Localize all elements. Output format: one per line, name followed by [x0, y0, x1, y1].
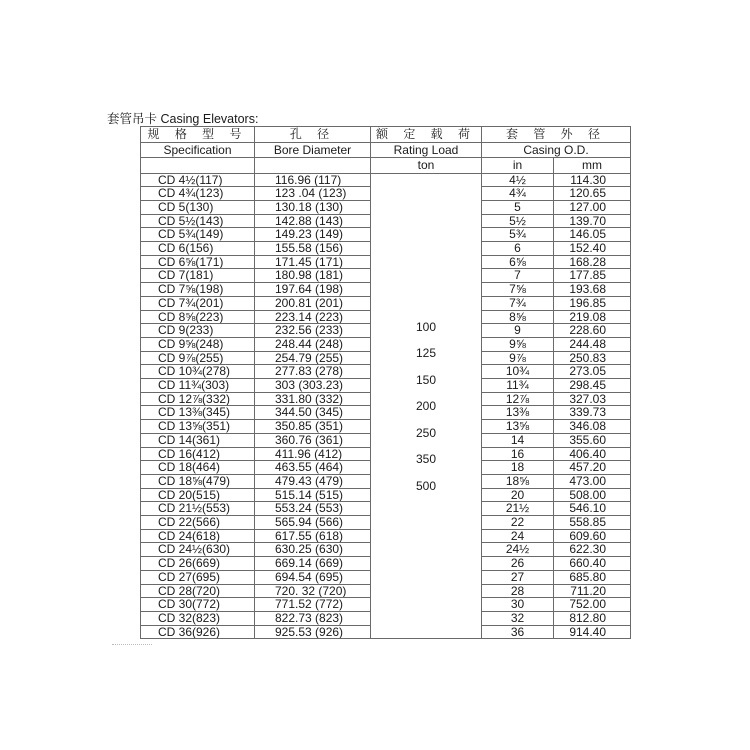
od-mm-cell: 346.08 [554, 420, 631, 434]
bore-cell: 617.55 (618) [255, 529, 371, 543]
rating-load-value: 250 [415, 425, 437, 440]
spec-header-cn: 规 格 型 号 [141, 127, 255, 143]
casing-elevators-table [140, 126, 631, 639]
od-mm-cell: 752.00 [554, 598, 631, 612]
bore-cell: 277.83 (278) [255, 365, 371, 379]
bore-cell: 822.73 (823) [255, 612, 371, 626]
od-header-en: Casing O.D. [482, 142, 631, 158]
od-in-cell: 24 [482, 529, 554, 543]
od-in-cell: 9⅞ [482, 351, 554, 365]
bore-cell: 630.25 (630) [255, 543, 371, 557]
bore-cell: 479.43 (479) [255, 474, 371, 488]
bore-cell: 553.24 (553) [255, 502, 371, 516]
table-row [141, 173, 631, 187]
spec-cell: CD 13⅝(351) [141, 420, 255, 434]
header-row-en [141, 142, 631, 158]
od-mm-cell: 273.05 [554, 365, 631, 379]
bore-header-en: Bore Diameter [255, 142, 371, 158]
od-in-cell: 18⅝ [482, 474, 554, 488]
od-mm-cell: 914.40 [554, 625, 631, 639]
od-in-cell: 14 [482, 433, 554, 447]
load-header-cn: 额 定 载 荷 [371, 127, 482, 143]
header-row-units [141, 158, 631, 174]
od-in-cell: 21½ [482, 502, 554, 516]
spec-cell: CD 30(772) [141, 598, 255, 612]
spec-cell: CD 28(720) [141, 584, 255, 598]
od-in-cell: 20 [482, 488, 554, 502]
od-in-cell: 11¾ [482, 379, 554, 393]
bore-cell: 925.53 (926) [255, 625, 371, 639]
od-mm-cell: 177.85 [554, 269, 631, 283]
od-in-cell: 4½ [482, 173, 554, 187]
bore-cell: 303 (303.23) [255, 379, 371, 393]
od-mm-cell: 139.70 [554, 214, 631, 228]
bore-cell: 694.54 (695) [255, 570, 371, 584]
table-heading: 套管吊卡 Casing Elevators: [107, 112, 259, 126]
spec-cell: CD 24½(630) [141, 543, 255, 557]
od-in-cell: 6⅝ [482, 255, 554, 269]
od-in-cell: 5¾ [482, 228, 554, 242]
od-in-cell: 30 [482, 598, 554, 612]
bore-cell: 360.76 (361) [255, 433, 371, 447]
od-mm-cell: 298.45 [554, 379, 631, 393]
spec-cell: CD 26(669) [141, 557, 255, 571]
spec-cell: CD 14(361) [141, 433, 255, 447]
spec-cell: CD 5¾(149) [141, 228, 255, 242]
spec-cell: CD 16(412) [141, 447, 255, 461]
od-mm-cell: 558.85 [554, 516, 631, 530]
od-in-cell: 36 [482, 625, 554, 639]
bore-cell: 116.96 (117) [255, 173, 371, 187]
od-in-cell: 12⅞ [482, 392, 554, 406]
bore-cell: 180.98 (181) [255, 269, 371, 283]
od-in-cell: 7¾ [482, 296, 554, 310]
od-mm-cell: 812.80 [554, 612, 631, 626]
bore-cell: 515.14 (515) [255, 488, 371, 502]
spec-cell: CD 5½(143) [141, 214, 255, 228]
spec-cell: CD 11¾(303) [141, 379, 255, 393]
od-in-cell: 9⅝ [482, 337, 554, 351]
spec-cell: CD 22(566) [141, 516, 255, 530]
spec-cell: CD 27(695) [141, 570, 255, 584]
od-mm-cell: 327.03 [554, 392, 631, 406]
od-in-cell: 5 [482, 200, 554, 214]
bore-cell: 344.50 (345) [255, 406, 371, 420]
bore-cell: 130.18 (130) [255, 200, 371, 214]
bore-cell: 149.23 (149) [255, 228, 371, 242]
od-mm-cell: 660.40 [554, 557, 631, 571]
od-in-cell: 9 [482, 324, 554, 338]
bore-cell: 232.56 (233) [255, 324, 371, 338]
bore-cell: 350.85 (351) [255, 420, 371, 434]
od-mm-cell: 168.28 [554, 255, 631, 269]
od-mm-cell: 546.10 [554, 502, 631, 516]
spec-cell: CD 20(515) [141, 488, 255, 502]
bore-cell: 720. 32 (720) [255, 584, 371, 598]
od-mm-cell: 146.05 [554, 228, 631, 242]
spec-cell: CD 8⅝(223) [141, 310, 255, 324]
rating-load-value: 150 [415, 372, 437, 387]
spec-cell: CD 13⅜(345) [141, 406, 255, 420]
od-in-cell: 27 [482, 570, 554, 584]
od-in-cell: 7 [482, 269, 554, 283]
header-row-cn [141, 127, 631, 143]
spec-cell: CD 32(823) [141, 612, 255, 626]
od-mm-cell: 508.00 [554, 488, 631, 502]
bore-cell: 123 .04 (123) [255, 187, 371, 201]
od-in-cell: 8⅝ [482, 310, 554, 324]
od-mm-cell: 244.48 [554, 337, 631, 351]
rating-load-cell [371, 173, 482, 639]
od-mm-cell: 152.40 [554, 242, 631, 256]
bore-cell: 197.64 (198) [255, 283, 371, 297]
od-mm-cell: 622.30 [554, 543, 631, 557]
load-unit: ton [371, 158, 482, 174]
od-mm-cell: 406.40 [554, 447, 631, 461]
od-in-cell: 16 [482, 447, 554, 461]
od-mm-cell: 339.73 [554, 406, 631, 420]
spec-cell: CD 6⅝(171) [141, 255, 255, 269]
bottom-artifact [112, 644, 152, 649]
od-in-cell: 7⅝ [482, 283, 554, 297]
spec-cell: CD 4½(117) [141, 173, 255, 187]
rating-load-value: 125 [415, 346, 437, 360]
od-unit-mm: mm [554, 158, 631, 174]
od-in-cell: 26 [482, 557, 554, 571]
rating-load-value: 100 [415, 319, 437, 334]
od-mm-cell: 457.20 [554, 461, 631, 475]
spec-header-en: Specification [141, 142, 255, 158]
od-mm-cell: 711.20 [554, 584, 631, 598]
od-in-cell: 5½ [482, 214, 554, 228]
od-mm-cell: 228.60 [554, 324, 631, 338]
od-mm-cell: 355.60 [554, 433, 631, 447]
spec-cell: CD 10¾(278) [141, 365, 255, 379]
table-body [141, 127, 631, 639]
bore-cell: 771.52 (772) [255, 598, 371, 612]
spec-cell: CD 18⅝(479) [141, 474, 255, 488]
od-in-cell: 4¾ [482, 187, 554, 201]
bore-cell: 223.14 (223) [255, 310, 371, 324]
od-mm-cell: 120.65 [554, 187, 631, 201]
od-in-cell: 22 [482, 516, 554, 530]
od-in-cell: 18 [482, 461, 554, 475]
bore-cell: 565.94 (566) [255, 516, 371, 530]
od-mm-cell: 219.08 [554, 310, 631, 324]
bore-cell: 142.88 (143) [255, 214, 371, 228]
od-mm-cell: 127.00 [554, 200, 631, 214]
spec-cell: CD 7⅝(198) [141, 283, 255, 297]
spec-cell: CD 21½(553) [141, 502, 255, 516]
spec-unit-empty [141, 158, 255, 174]
spec-cell: CD 36(926) [141, 625, 255, 639]
bore-cell: 200.81 (201) [255, 296, 371, 310]
rating-load-value: 200 [415, 399, 437, 413]
bore-cell: 155.58 (156) [255, 242, 371, 256]
bore-cell: 669.14 (669) [255, 557, 371, 571]
od-mm-cell: 196.85 [554, 296, 631, 310]
od-in-cell: 13⅜ [482, 406, 554, 420]
od-in-cell: 32 [482, 612, 554, 626]
rating-load-value: 500 [415, 478, 437, 493]
od-mm-cell: 685.80 [554, 570, 631, 584]
spec-cell: CD 5(130) [141, 200, 255, 214]
spec-cell: CD 4¾(123) [141, 187, 255, 201]
bore-header-cn: 孔 径 [255, 127, 371, 143]
bore-unit-empty [255, 158, 371, 174]
od-in-cell: 13⅝ [482, 420, 554, 434]
spec-cell: CD 7(181) [141, 269, 255, 283]
od-mm-cell: 609.60 [554, 529, 631, 543]
od-mm-cell: 473.00 [554, 474, 631, 488]
rating-load-value: 350 [415, 452, 437, 466]
od-in-cell: 6 [482, 242, 554, 256]
od-mm-cell: 193.68 [554, 283, 631, 297]
od-mm-cell: 114.30 [554, 173, 631, 187]
spec-cell: CD 9⅞(255) [141, 351, 255, 365]
spec-cell: CD 18(464) [141, 461, 255, 475]
bore-cell: 411.96 (412) [255, 447, 371, 461]
bore-cell: 171.45 (171) [255, 255, 371, 269]
od-header-cn: 套 管 外 径 [482, 127, 631, 143]
spec-cell: CD 7¾(201) [141, 296, 255, 310]
spec-cell: CD 6(156) [141, 242, 255, 256]
spec-cell: CD 12⅞(332) [141, 392, 255, 406]
od-in-cell: 28 [482, 584, 554, 598]
bore-cell: 254.79 (255) [255, 351, 371, 365]
bore-cell: 463.55 (464) [255, 461, 371, 475]
od-in-cell: 24½ [482, 543, 554, 557]
spec-cell: CD 9(233) [141, 324, 255, 338]
od-in-cell: 10¾ [482, 365, 554, 379]
od-unit-in: in [482, 158, 554, 174]
bore-cell: 331.80 (332) [255, 392, 371, 406]
bore-cell: 248.44 (248) [255, 337, 371, 351]
spec-cell: CD 9⅝(248) [141, 337, 255, 351]
spec-cell: CD 24(618) [141, 529, 255, 543]
od-mm-cell: 250.83 [554, 351, 631, 365]
load-header-en: Rating Load [371, 142, 482, 158]
